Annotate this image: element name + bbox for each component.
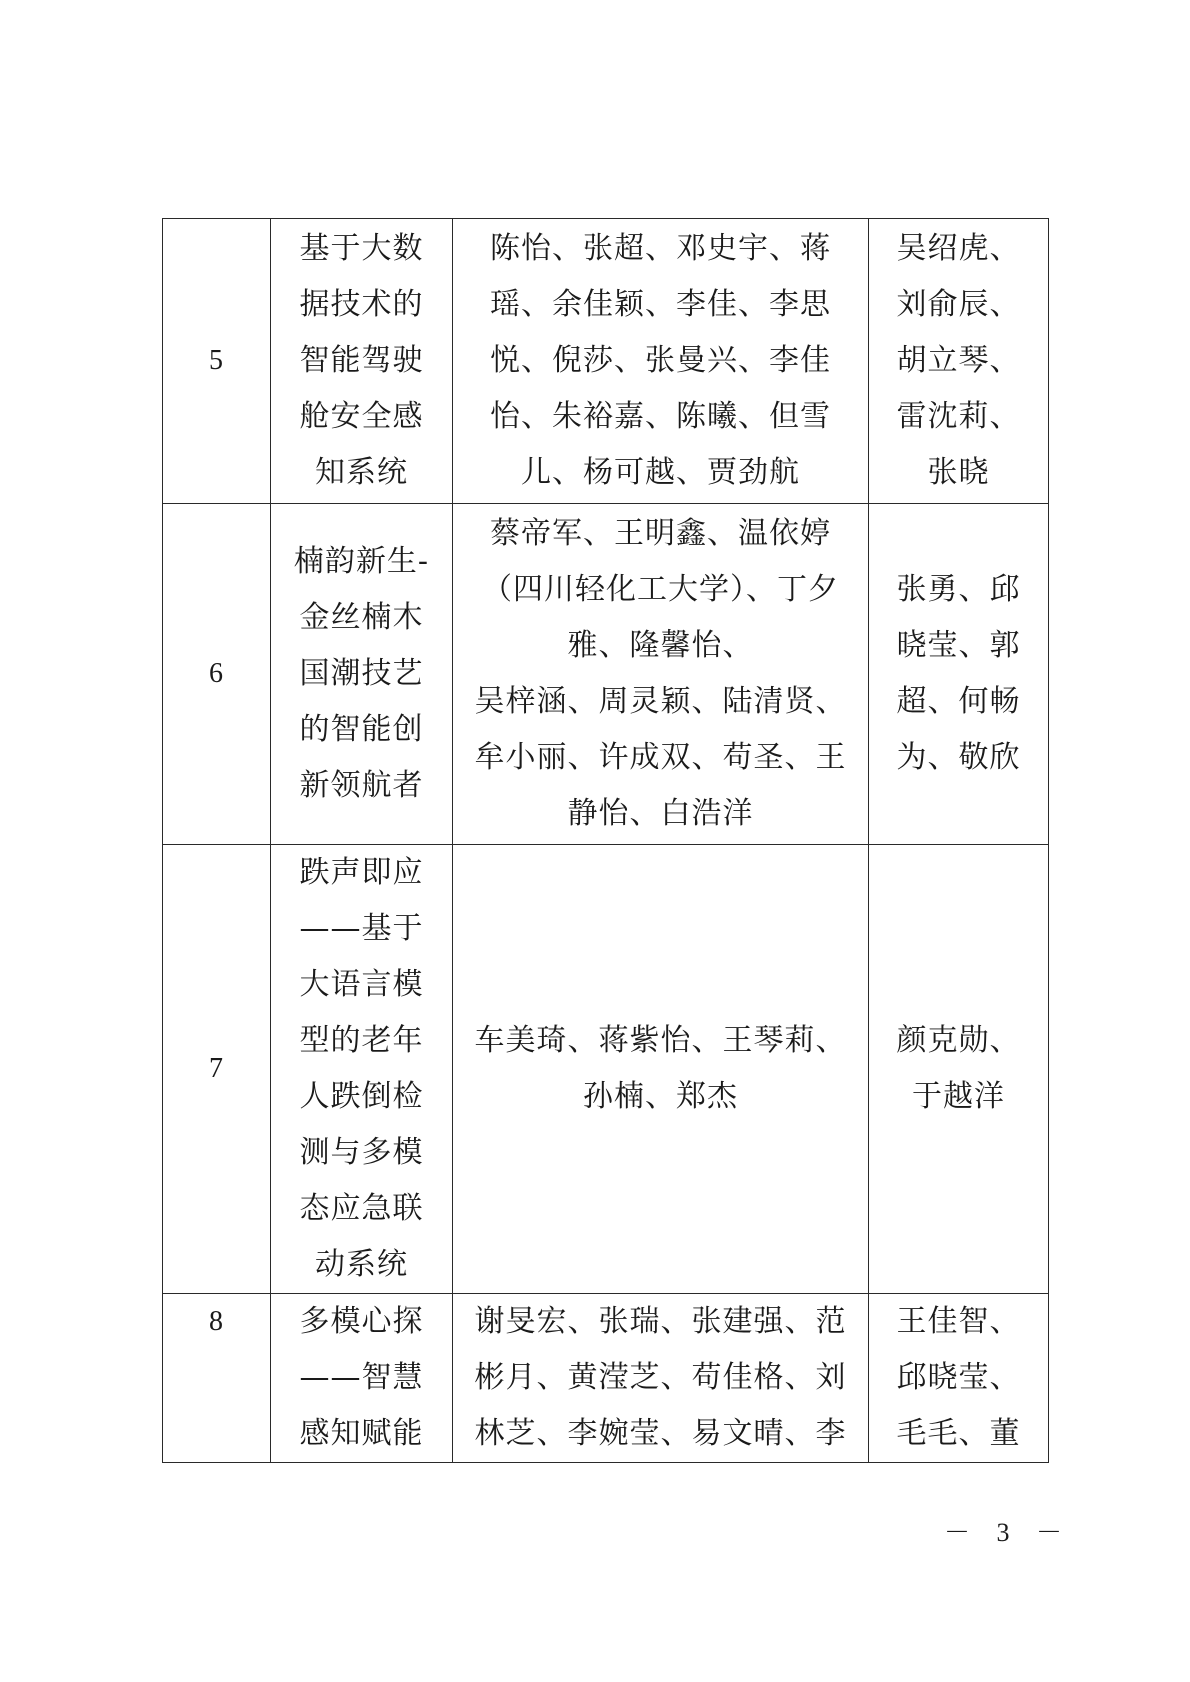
project-name-cell-line: 多模心探 bbox=[299, 1304, 424, 1339]
project-name-cell-line: 智能驾驶 bbox=[299, 343, 424, 378]
project-name-cell-line: 金丝楠木 bbox=[299, 600, 424, 635]
project-name-cell bbox=[271, 1294, 453, 1463]
advisors-cell-line: 于越洋 bbox=[912, 1079, 1005, 1114]
project-name-cell-line: 的智能创 bbox=[299, 712, 424, 747]
team-members-cell-line: 蔡帝军、王明鑫、温依婷 bbox=[490, 516, 831, 551]
row-number-cell: 6 bbox=[163, 504, 271, 845]
project-name-cell-line: 跌声即应 bbox=[299, 855, 424, 890]
advisors-cell-line: 张晓 bbox=[927, 455, 990, 490]
table-row bbox=[163, 219, 1049, 504]
project-name-cell-line: 测与多模 bbox=[299, 1135, 424, 1170]
advisors-cell bbox=[869, 845, 1049, 1294]
project-name-cell-line: 知系统 bbox=[315, 455, 408, 490]
team-members-cell bbox=[453, 219, 869, 504]
project-name-cell-line: ——智慧 bbox=[299, 1360, 424, 1395]
project-name-cell-line: 新领航者 bbox=[299, 768, 424, 803]
project-name-cell-line: 舱安全感 bbox=[299, 399, 424, 434]
advisors-cell-line: 王佳智、 bbox=[896, 1304, 1021, 1339]
advisors-cell-line: 毛毛、董 bbox=[896, 1416, 1021, 1451]
team-members-cell-line: 怡、朱裕嘉、陈曦、但雪 bbox=[490, 399, 831, 434]
project-name-cell-line: ——基于 bbox=[299, 911, 424, 946]
table-row bbox=[163, 845, 1049, 1294]
advisors-cell-line: 邱晓莹、 bbox=[896, 1360, 1021, 1395]
team-members-cell-line: 牟小丽、许成双、苟圣、王 bbox=[474, 740, 847, 775]
advisors-cell-line: 吴绍虎、 bbox=[896, 231, 1021, 266]
advisors-cell-line: 张勇、邱 bbox=[896, 572, 1021, 607]
project-name-cell-line: 型的老年 bbox=[299, 1023, 424, 1058]
project-name-cell bbox=[271, 845, 453, 1294]
table-row bbox=[163, 504, 1049, 845]
team-members-cell-line: （四川轻化工大学）、丁夕 bbox=[482, 572, 839, 607]
award-table bbox=[162, 218, 1049, 1463]
project-name-cell-line: 国潮技艺 bbox=[299, 656, 424, 691]
team-members-cell-line: 车美琦、蒋紫怡、王琴莉、 bbox=[474, 1023, 847, 1058]
team-members-cell-line: 吴梓涵、周灵颖、陆清贤、 bbox=[474, 684, 847, 719]
project-name-cell-line: 大语言模 bbox=[299, 967, 424, 1002]
advisors-cell-line: 刘俞辰、 bbox=[896, 287, 1021, 322]
advisors-cell-line: 胡立琴、 bbox=[896, 343, 1021, 378]
advisors-cell bbox=[869, 1294, 1049, 1463]
row-number-cell: 7 bbox=[163, 845, 271, 1294]
project-name-cell-line: 基于大数 bbox=[299, 231, 424, 266]
team-members-cell-line: 瑶、余佳颖、李佳、李思 bbox=[490, 287, 831, 322]
advisors-cell-line: 为、敬欣 bbox=[896, 740, 1021, 775]
project-name-cell-line: 态应急联 bbox=[299, 1191, 424, 1226]
advisors-cell-line: 雷沈莉、 bbox=[896, 399, 1021, 434]
advisors-cell-line: 超、何畅 bbox=[896, 684, 1021, 719]
row-number-cell: 5 bbox=[163, 219, 271, 504]
team-members-cell-line: 陈怡、张超、邓史宇、蒋 bbox=[490, 231, 831, 266]
advisors-cell-line: 晓莹、郭 bbox=[896, 628, 1021, 663]
project-name-cell-line: 人跌倒检 bbox=[299, 1079, 424, 1114]
team-members-cell bbox=[453, 1294, 869, 1463]
row-number-cell: 8 bbox=[163, 1294, 271, 1463]
project-name-cell-line: 据技术的 bbox=[299, 287, 424, 322]
team-members-cell-line: 静怡、白浩洋 bbox=[567, 796, 754, 831]
team-members-cell-line: 雅、隆馨怡、 bbox=[567, 628, 754, 663]
project-name-cell bbox=[271, 219, 453, 504]
team-members-cell-line: 彬月、黄滢芝、苟佳格、刘 bbox=[474, 1360, 847, 1395]
team-members-cell bbox=[453, 845, 869, 1294]
team-members-cell-line: 谢旻宏、张瑞、张建强、范 bbox=[474, 1304, 847, 1339]
table-body bbox=[163, 219, 1049, 1463]
team-members-cell-line: 儿、杨可越、贾劲航 bbox=[521, 455, 800, 490]
project-name-cell-line: 动系统 bbox=[315, 1247, 408, 1282]
table-row bbox=[163, 1294, 1049, 1463]
team-members-cell bbox=[453, 504, 869, 845]
advisors-cell bbox=[869, 504, 1049, 845]
team-members-cell-line: 孙楠、郑杰 bbox=[583, 1079, 738, 1114]
advisors-cell-line: 颜克勋、 bbox=[896, 1023, 1021, 1058]
advisors-cell bbox=[869, 219, 1049, 504]
team-members-cell-line: 悦、倪莎、张曼兴、李佳 bbox=[490, 343, 831, 378]
page-number: － 3 － bbox=[944, 1518, 1073, 1547]
project-name-cell-line: 感知赋能 bbox=[299, 1416, 424, 1451]
project-name-cell bbox=[271, 504, 453, 845]
project-name-cell-line: 楠韵新生- bbox=[293, 544, 430, 579]
team-members-cell-line: 林芝、李婉莹、易文晴、李 bbox=[474, 1416, 847, 1451]
